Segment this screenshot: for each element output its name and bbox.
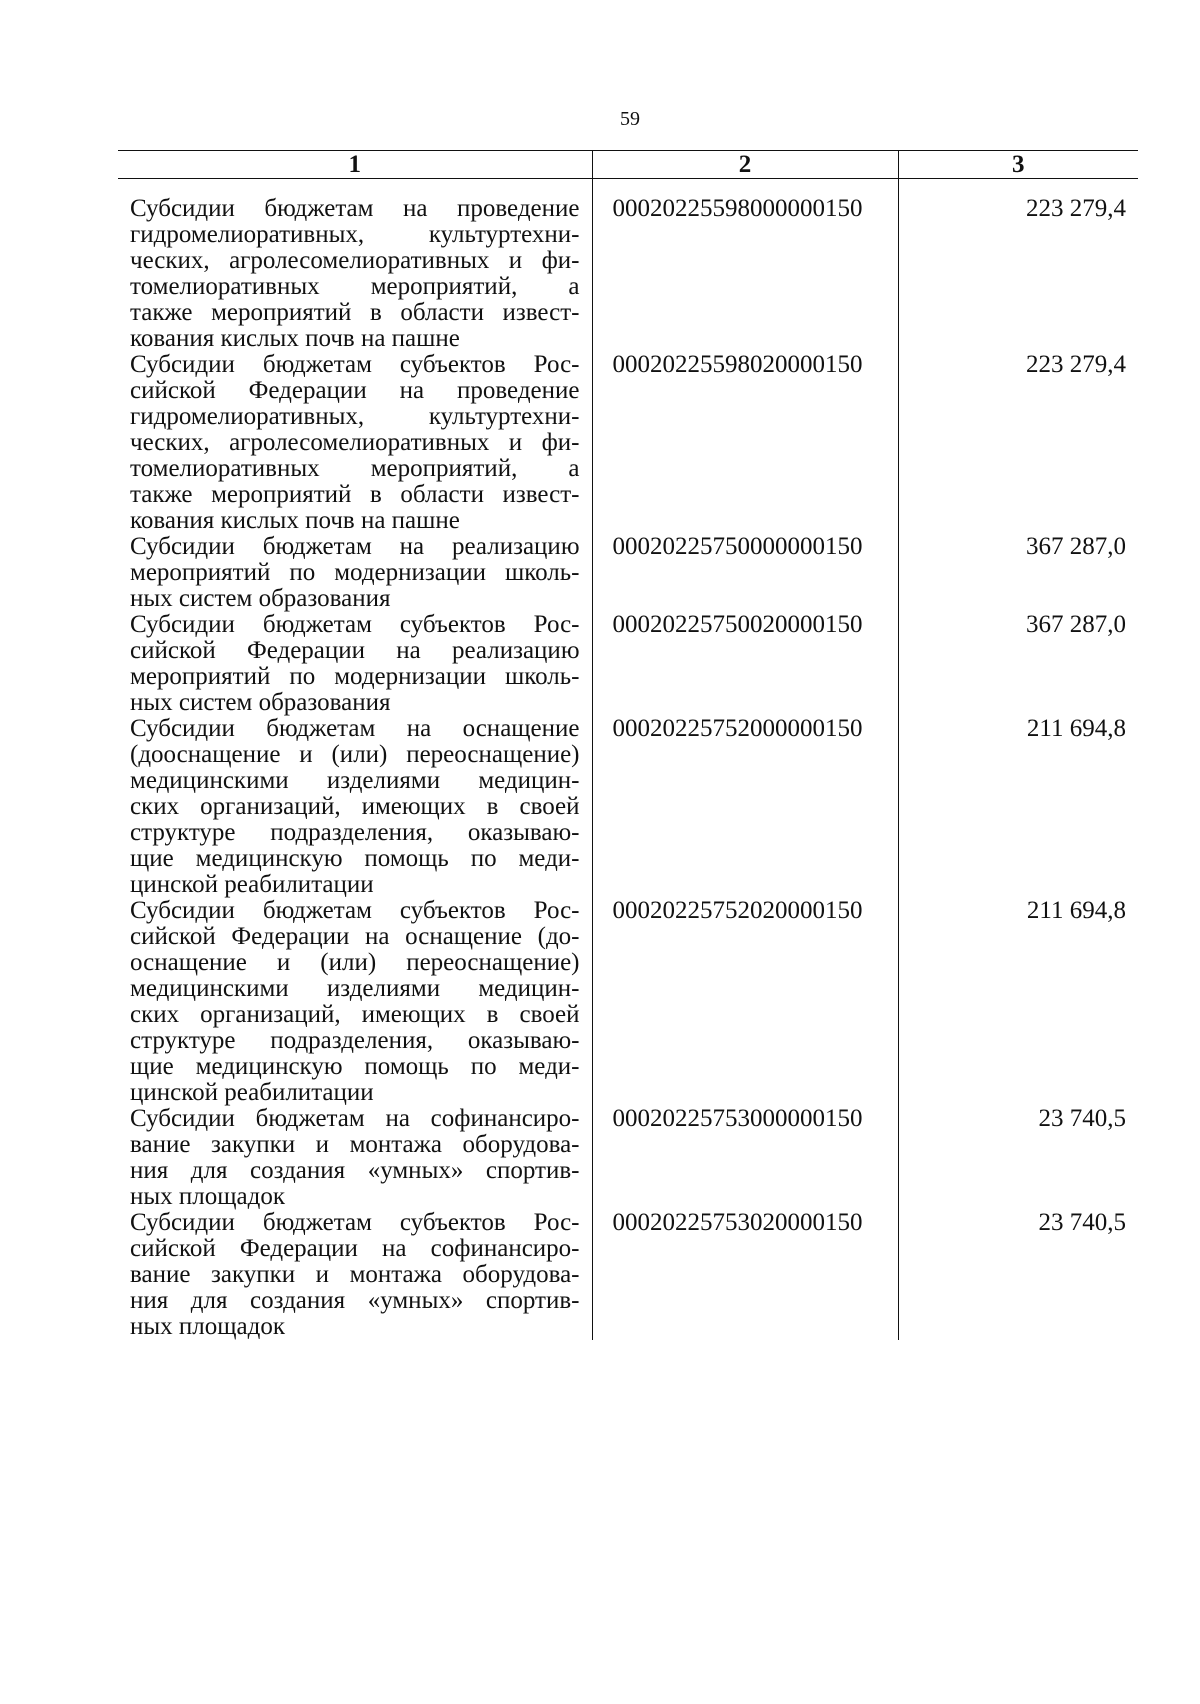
row-amount-cell: 223 279,4 [898, 196, 1138, 352]
table-row [118, 352, 1138, 534]
row-name-line: ных площадок [130, 1314, 285, 1340]
row-name-line: также мероприятий в области извест- [130, 482, 580, 508]
row-name-line: Субсидии бюджетам субъектов Рос- [130, 898, 580, 924]
row-name-line: структуре подразделения, оказываю- [130, 1028, 580, 1054]
row-name-line: ных систем образования [130, 586, 391, 612]
table-row [118, 1106, 1138, 1210]
page-number: 59 [620, 108, 640, 130]
row-name-cell [118, 352, 592, 534]
budget-table [118, 150, 1138, 1340]
row-name-line: томелиоративных мероприятий, а [130, 456, 580, 482]
row-name-line: ских организаций, имеющих в своей [130, 794, 580, 820]
row-name-cell [118, 534, 592, 612]
row-name-line: мероприятий по модернизации школь- [130, 560, 580, 586]
row-amount-cell: 211 694,8 [898, 716, 1138, 898]
row-code-cell: 00020225753000000150 [592, 1106, 898, 1210]
row-name-line: Субсидии бюджетам субъектов Рос- [130, 352, 580, 378]
column-header-2: 2 [592, 151, 898, 179]
row-name-line: (дооснащение и (или) переоснащение) [130, 742, 580, 768]
row-name-line: ских организаций, имеющих в своей [130, 1002, 580, 1028]
row-amount-cell: 223 279,4 [898, 352, 1138, 534]
row-name-line: сийской Федерации на софинансиро- [130, 1236, 580, 1262]
row-name-line: оснащение и (или) переоснащение) [130, 950, 580, 976]
row-name-line: также мероприятий в области извест- [130, 300, 580, 326]
row-amount-cell: 367 287,0 [898, 612, 1138, 716]
row-name-line: гидромелиоративных, культуртехни- [130, 404, 580, 430]
row-code-cell: 00020225752020000150 [592, 898, 898, 1106]
row-name-line: томелиоративных мероприятий, а [130, 274, 580, 300]
row-amount-cell: 211 694,8 [898, 898, 1138, 1106]
row-name-line: мероприятий по модернизации школь- [130, 664, 580, 690]
row-name-cell [118, 1106, 592, 1210]
row-code-cell: 00020225750000000150 [592, 534, 898, 612]
row-code-cell: 00020225750020000150 [592, 612, 898, 716]
row-name-line: медицинскими изделиями медицин- [130, 976, 580, 1002]
table-spacer [118, 179, 1138, 197]
row-code-cell: 00020225598020000150 [592, 352, 898, 534]
row-name-cell [118, 1210, 592, 1340]
table-row [118, 534, 1138, 612]
table-row [118, 612, 1138, 716]
row-name-line: вание закупки и монтажа оборудова- [130, 1132, 580, 1158]
row-name-line: ния для создания «умных» спортив- [130, 1158, 580, 1184]
row-name-line: щие медицинскую помощь по меди- [130, 1054, 580, 1080]
row-name-line: кования кислых почв на пашне [130, 326, 460, 352]
row-amount-cell: 367 287,0 [898, 534, 1138, 612]
table-row [118, 898, 1138, 1106]
row-name-line: медицинскими изделиями медицин- [130, 768, 580, 794]
row-amount-cell: 23 740,5 [898, 1210, 1138, 1340]
table-row [118, 1210, 1138, 1340]
row-name-line: сийской Федерации на реализацию [130, 638, 580, 664]
table-row [118, 196, 1138, 352]
table-body [118, 179, 1138, 1341]
row-name-line: цинской реабилитации [130, 1080, 374, 1106]
row-name-line: сийской Федерации на оснащение (до- [130, 924, 580, 950]
row-name-line: структуре подразделения, оказываю- [130, 820, 580, 846]
row-name-line: щие медицинскую помощь по меди- [130, 846, 580, 872]
row-name-line: Субсидии бюджетам субъектов Рос- [130, 1210, 580, 1236]
row-name-line: ческих, агролесомелиоративных и фи- [130, 430, 580, 456]
table-row [118, 716, 1138, 898]
row-code-cell: 00020225752000000150 [592, 716, 898, 898]
row-name-line: Субсидии бюджетам на софинансиро- [130, 1106, 580, 1132]
row-name-cell [118, 898, 592, 1106]
row-code-cell: 00020225598000000150 [592, 196, 898, 352]
column-header-3: 3 [898, 151, 1138, 179]
table-header-row [118, 151, 1138, 179]
row-name-line: Субсидии бюджетам на реализацию [130, 534, 580, 560]
row-name-line: Субсидии бюджетам субъектов Рос- [130, 612, 580, 638]
row-name-line: гидромелиоративных, культуртехни- [130, 222, 580, 248]
row-name-cell [118, 612, 592, 716]
row-name-line: вание закупки и монтажа оборудова- [130, 1262, 580, 1288]
row-name-line: цинской реабилитации [130, 872, 374, 898]
row-name-line: Субсидии бюджетам на оснащение [130, 716, 580, 742]
row-name-line: ческих, агролесомелиоративных и фи- [130, 248, 580, 274]
row-name-line: ния для создания «умных» спортив- [130, 1288, 580, 1314]
row-name-line: ных площадок [130, 1184, 285, 1210]
row-name-line: сийской Федерации на проведение [130, 378, 580, 404]
row-amount-cell: 23 740,5 [898, 1106, 1138, 1210]
row-name-cell [118, 196, 592, 352]
column-header-1: 1 [118, 151, 592, 179]
row-name-line: ных систем образования [130, 690, 391, 716]
row-name-line: Субсидии бюджетам на проведение [130, 196, 580, 222]
row-code-cell: 00020225753020000150 [592, 1210, 898, 1340]
row-name-line: кования кислых почв на пашне [130, 508, 460, 534]
row-name-cell [118, 716, 592, 898]
